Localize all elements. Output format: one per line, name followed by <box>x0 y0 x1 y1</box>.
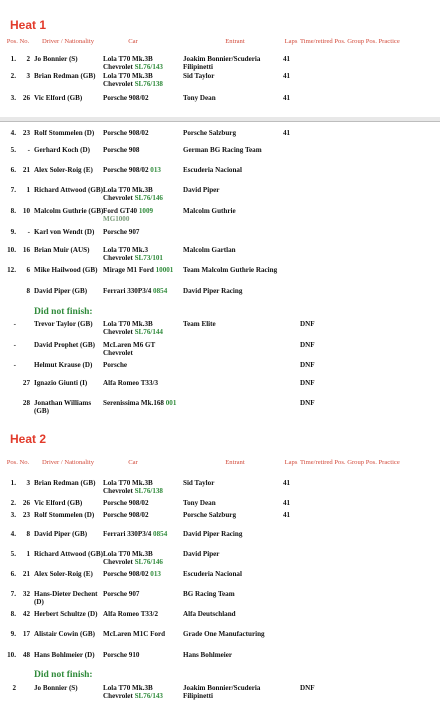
driver-cell: Karl von Wendt (D) <box>34 228 95 236</box>
car-model: McLaren M6 GT <box>103 341 156 349</box>
position-cell: 4. <box>10 530 16 538</box>
car-model: Lola T70 Mk.3 <box>103 246 149 254</box>
entrant-cell: David Piper <box>183 550 220 558</box>
header-entrant: Entrant <box>225 38 245 45</box>
car-cell <box>103 399 189 407</box>
entrant-cell: Escuderia Nacional <box>183 166 242 174</box>
page-break-line <box>0 121 440 122</box>
position-cell: - <box>13 361 16 369</box>
car-number-cell: 1 <box>26 550 30 558</box>
car-number-cell: 3 <box>26 72 30 80</box>
car-cell <box>103 246 189 262</box>
car-model: Lola T70 Mk.3B <box>103 479 153 487</box>
car-model: Porsche 908/02 <box>103 511 149 519</box>
position-cell: 2 <box>12 684 16 692</box>
position-cell: 9. <box>10 630 16 638</box>
chassis-code: SL76/146 <box>134 558 163 566</box>
chassis-code: 013 <box>150 166 161 174</box>
car-number-cell: 26 <box>22 94 30 102</box>
status-cell: DNF <box>300 341 315 349</box>
car-cell <box>103 320 189 336</box>
car-model: Ford GT40 <box>103 207 138 215</box>
driver-cell: David Piper (GB) <box>34 287 88 295</box>
driver-cell: Malcolm Guthrie (GB) <box>34 207 104 215</box>
entrant-cell: Escuderia Nacional <box>183 570 242 578</box>
car-model: McLaren M1C Ford <box>103 630 166 638</box>
chassis-code: 001 <box>165 399 177 407</box>
entrant-cell: Team Malcolm Guthrie Racing <box>183 266 278 274</box>
car-number-cell: - <box>27 228 30 236</box>
entrant-cell: Grade One Manufacturing <box>183 630 265 638</box>
position-cell: 12. <box>7 266 16 274</box>
chassis-code-alt: MG1000 <box>103 215 130 223</box>
driver-cell: Ignazio Giunti (I) <box>34 379 88 387</box>
driver-cell: Hans-Dieter Dechent (D) <box>34 590 98 606</box>
driver-cell: Brian Redman (GB) <box>34 479 96 487</box>
entrant-cell: Porsche Salzburg <box>183 129 237 137</box>
car-cell <box>103 379 189 387</box>
driver-cell: Jo Bonnier (S) <box>34 55 78 63</box>
car-engine: Chevrolet <box>103 558 133 566</box>
driver-cell: Helmut Krause (D) <box>34 361 93 369</box>
car-cell <box>103 341 189 357</box>
entrant-cell: Malcolm Gartlan <box>183 246 236 254</box>
laps-cell: 41 <box>283 511 291 519</box>
car-model: Alfa Romeo T33/3 <box>103 379 159 387</box>
car-engine: Chevrolet <box>103 63 133 71</box>
heat-1-title: Heat 1 <box>10 18 47 32</box>
car-model: Lola T70 Mk.3B <box>103 320 153 328</box>
car-cell <box>103 610 189 618</box>
car-cell <box>103 186 189 202</box>
entrant-cell: Sid Taylor <box>183 479 215 487</box>
car-cell <box>103 630 189 638</box>
car-engine: Chevrolet <box>103 194 133 202</box>
car-model: Porsche 908/02 <box>103 499 149 507</box>
chassis-code: SL76/143 <box>134 692 163 700</box>
status-cell: DNF <box>300 320 315 328</box>
car-number-cell: 6 <box>26 266 30 274</box>
driver-cell: Gerhard Koch (D) <box>34 146 90 154</box>
header-pos-no: Pos. No. <box>6 38 30 45</box>
car-number-cell: 27 <box>22 379 30 387</box>
driver-cell: Trevor Taylor (GB) <box>34 320 93 328</box>
car-model: Lola T70 Mk.3B <box>103 55 153 63</box>
header-driver: Driver / Nationality <box>41 38 94 45</box>
car-model: Porsche 908/02 <box>103 570 149 578</box>
entrant-cell: Tony Dean <box>183 499 216 507</box>
entrant-cell: Joakim Bonnier/Scuderia Filipinetti <box>183 684 261 700</box>
entrant-cell: Malcolm Guthrie <box>183 207 236 215</box>
chassis-code: SL76/138 <box>134 80 163 88</box>
header-laps: Laps <box>284 459 298 466</box>
position-cell: 5. <box>10 550 16 558</box>
entrant-cell: Tony Dean <box>183 94 216 102</box>
car-number-cell: 3 <box>26 479 30 487</box>
driver-cell: Vic Elford (GB) <box>34 499 83 507</box>
car-model: Lola T70 Mk.3B <box>103 684 153 692</box>
driver-cell: Jo Bonnier (S) <box>34 684 78 692</box>
driver-cell: Alex Soler-Roig (E) <box>34 166 93 174</box>
car-number-cell: 10 <box>22 207 30 215</box>
laps-cell: 41 <box>283 499 291 507</box>
header-time-pos-practice: Time/retired Pos. Group Pos. Practice <box>300 459 400 466</box>
position-cell: 6. <box>10 570 16 578</box>
car-number-cell: 21 <box>22 570 30 578</box>
position-cell: 7. <box>10 590 16 598</box>
car-model: Lola T70 Mk.3B <box>103 550 153 558</box>
chassis-code: SL76/144 <box>134 328 163 336</box>
driver-cell: Mike Hailwood (GB) <box>34 266 98 274</box>
position-cell: 3. <box>10 511 16 519</box>
car-cell <box>103 207 189 223</box>
car-engine: Chevrolet <box>103 328 133 336</box>
status-cell: DNF <box>300 684 315 692</box>
car-model: Ferrari 330P3/4 <box>103 530 152 538</box>
driver-cell: David Piper (GB) <box>34 530 88 538</box>
car-cell <box>103 499 189 507</box>
car-model: Porsche 907 <box>103 228 140 236</box>
heat-1-dnf-heading: Did not finish: <box>34 307 93 317</box>
position-cell: 7. <box>10 186 16 194</box>
car-engine: Chevrolet <box>103 487 133 495</box>
car-number-cell: 2 <box>26 55 30 63</box>
car-model: Ferrari 330P3/4 <box>103 287 152 295</box>
car-cell <box>103 94 189 102</box>
chassis-code: SL76/143 <box>134 63 163 71</box>
laps-cell: 41 <box>283 479 291 487</box>
driver-cell: Herbert Schultze (D) <box>34 610 98 618</box>
entrant-cell: BG Racing Team <box>183 590 235 598</box>
entrant-cell: Joakim Bonnier/Scuderia Filipinetti <box>183 55 261 71</box>
car-model: Porsche 908 <box>103 146 140 154</box>
entrant-cell: Alfa Deutschland <box>183 610 236 618</box>
driver-cell: David Prophet (GB) <box>34 341 95 349</box>
position-cell: 4. <box>10 129 16 137</box>
entrant-cell: Sid Taylor <box>183 72 215 80</box>
car-model: Lola T70 Mk.3B <box>103 186 153 194</box>
driver-cell: Rolf Stommelen (D) <box>34 511 95 519</box>
entrant-cell: David Piper Racing <box>183 287 243 295</box>
driver-cell: Rolf Stommelen (D) <box>34 129 95 137</box>
car-number-cell: 26 <box>22 499 30 507</box>
laps-cell: 41 <box>283 55 291 63</box>
header-car: Car <box>128 38 138 45</box>
car-cell <box>103 479 189 495</box>
car-engine: Chevrolet <box>103 254 133 262</box>
position-cell: 2. <box>10 499 16 507</box>
car-model: Lola T70 Mk.3B <box>103 72 153 80</box>
driver-cell: Richard Attwood (GB) <box>34 186 103 194</box>
driver-cell: Jonathan Williams (GB) <box>34 399 92 415</box>
car-cell <box>103 530 189 538</box>
car-number-cell: 23 <box>22 511 30 519</box>
position-cell: 9. <box>10 228 16 236</box>
car-number-cell: 32 <box>22 590 30 598</box>
car-number-cell: 28 <box>22 399 30 407</box>
header-laps: Laps <box>284 38 298 45</box>
car-cell <box>103 287 189 295</box>
laps-cell: 41 <box>283 94 291 102</box>
position-cell: 5. <box>10 146 16 154</box>
car-model: Porsche 908/02 <box>103 94 149 102</box>
car-number-cell: 48 <box>22 651 30 659</box>
car-number-cell: 17 <box>22 630 30 638</box>
driver-cell: Hans Bohlmeier (D) <box>34 651 95 659</box>
chassis-code: 10001 <box>155 266 174 274</box>
laps-cell: 41 <box>283 129 291 137</box>
car-engine: Chevrolet <box>103 349 133 357</box>
car-model: Porsche 908/02 <box>103 129 149 137</box>
chassis-code: 0854 <box>153 287 168 295</box>
car-model: Serenissima Mk.168 <box>103 399 164 407</box>
chassis-code: 013 <box>150 570 161 578</box>
entrant-cell: David Piper <box>183 186 220 194</box>
car-model: Porsche 907 <box>103 590 140 598</box>
car-cell <box>103 166 189 174</box>
position-cell: 8. <box>10 610 16 618</box>
position-cell: 2. <box>10 72 16 80</box>
chassis-code: SL73/101 <box>134 254 163 262</box>
chassis-code: 1009 <box>138 207 154 215</box>
car-number-cell: 16 <box>22 246 30 254</box>
car-cell <box>103 684 189 700</box>
status-cell: DNF <box>300 361 315 369</box>
car-cell <box>103 590 189 598</box>
car-model: Mirage M1 Ford <box>103 266 154 274</box>
car-engine: Chevrolet <box>103 692 133 700</box>
position-cell: 3. <box>10 94 16 102</box>
car-model: Porsche 908/02 <box>103 166 149 174</box>
car-cell <box>103 266 189 274</box>
car-cell <box>103 550 189 566</box>
position-cell: - <box>13 320 16 328</box>
driver-cell: Richard Attwood (GB) <box>34 550 103 558</box>
car-cell <box>103 651 189 659</box>
position-cell: - <box>13 341 16 349</box>
position-cell: 10. <box>7 651 16 659</box>
entrant-cell: David Piper Racing <box>183 530 243 538</box>
heat-2-dnf-heading: Did not finish: <box>34 670 93 680</box>
entrant-cell: Team Elite <box>183 320 216 328</box>
car-model: Porsche 910 <box>103 651 140 659</box>
chassis-code: SL76/138 <box>134 487 163 495</box>
driver-cell: Alex Soler-Roig (E) <box>34 570 93 578</box>
header-car: Car <box>128 459 138 466</box>
driver-cell: Alistair Cowin (GB) <box>34 630 95 638</box>
driver-cell: Vic Elford (GB) <box>34 94 83 102</box>
header-time-pos-practice: Time/retired Pos. Group Pos. Practice <box>300 38 400 45</box>
entrant-cell: German BG Racing Team <box>183 146 262 154</box>
position-cell: 1. <box>10 479 16 487</box>
chassis-code: SL76/146 <box>134 194 163 202</box>
driver-cell: Brian Muir (AUS) <box>34 246 90 254</box>
header-pos-no: Pos. No. <box>6 459 30 466</box>
car-number-cell: - <box>27 146 30 154</box>
heat-2-title: Heat 2 <box>10 432 47 446</box>
car-cell <box>103 361 189 369</box>
status-cell: DNF <box>300 399 315 407</box>
position-cell: 6. <box>10 166 16 174</box>
car-model: Alfa Romeo T33/2 <box>103 610 159 618</box>
position-cell: 8. <box>10 207 16 215</box>
car-number-cell: 42 <box>22 610 30 618</box>
header-driver: Driver / Nationality <box>41 459 94 466</box>
laps-cell: 41 <box>283 72 291 80</box>
car-cell <box>103 129 189 137</box>
car-model: Porsche <box>103 361 128 369</box>
driver-cell: Brian Redman (GB) <box>34 72 96 80</box>
position-cell: 10. <box>7 246 16 254</box>
car-cell <box>103 72 189 88</box>
car-cell <box>103 55 189 71</box>
car-engine: Chevrolet <box>103 80 133 88</box>
car-number-cell: 23 <box>22 129 30 137</box>
car-cell <box>103 146 189 154</box>
car-number-cell: 8 <box>26 530 30 538</box>
car-number-cell: 8 <box>26 287 30 295</box>
status-cell: DNF <box>300 379 315 387</box>
position-cell: 1. <box>10 55 16 63</box>
car-cell <box>103 228 189 236</box>
car-cell <box>103 570 189 578</box>
car-number-cell: 21 <box>22 166 30 174</box>
entrant-cell: Hans Bohlmeier <box>183 651 233 659</box>
header-entrant: Entrant <box>225 459 245 466</box>
car-number-cell: 1 <box>26 186 30 194</box>
car-cell <box>103 511 189 519</box>
entrant-cell: Porsche Salzburg <box>183 511 237 519</box>
chassis-code: 0854 <box>153 530 168 538</box>
